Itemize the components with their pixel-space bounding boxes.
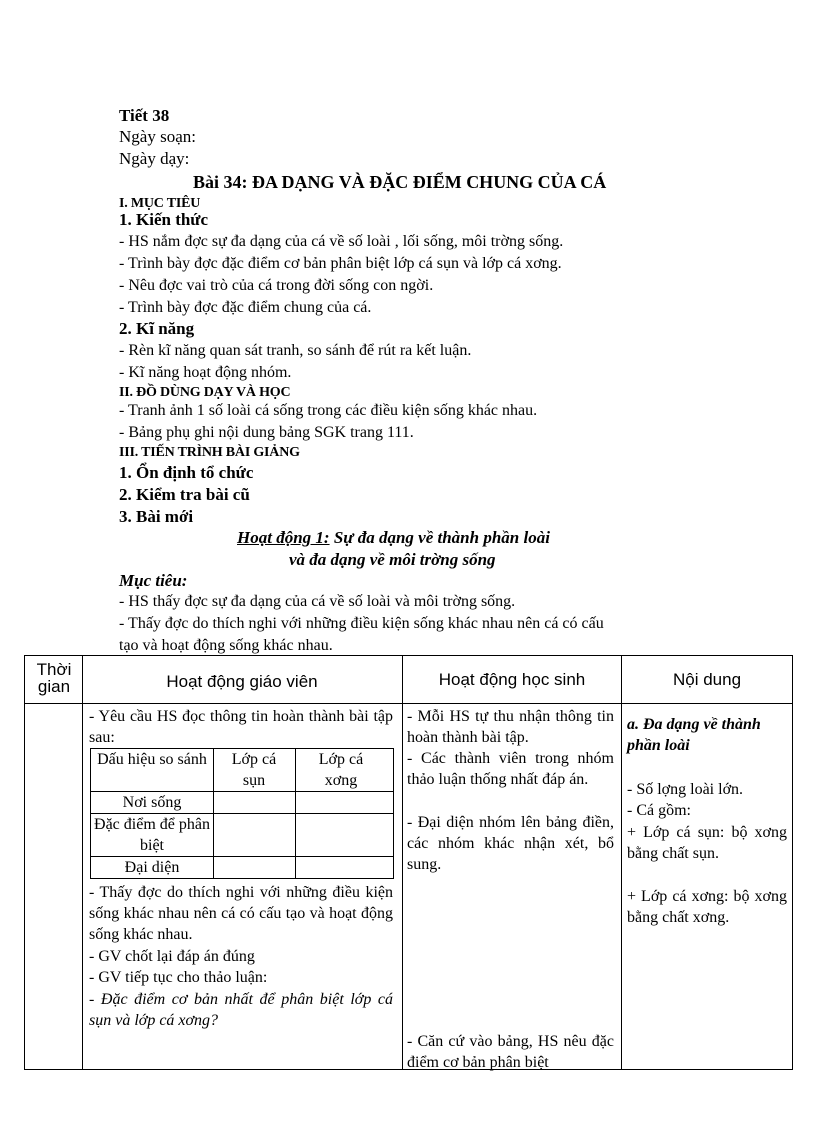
activity-label: Hoạt động 1: bbox=[237, 528, 330, 547]
goal-item: - HS thấy đợc sự đa dạng của cá về số loài và môi trờng sống. bbox=[119, 593, 516, 610]
lesson-title: ĐA DẠNG VÀ ĐẶC ĐIỂM CHUNG CỦA CÁ bbox=[252, 172, 607, 192]
knowledge-item: - Trình bày đợc đặc điểm chung của cá. bbox=[119, 299, 372, 316]
skill-item: - Rèn kĩ năng quan sát tranh, so sánh để rút ra kết luận. bbox=[119, 342, 472, 359]
procedure-step: 3. Bài mới bbox=[119, 507, 194, 526]
skill-item: - Kĩ năng hoạt động nhóm. bbox=[119, 364, 292, 381]
header-teacher: Hoạt động giáo viên bbox=[166, 672, 318, 691]
subtable-header-cartilaginous: Lớp cá sụn bbox=[231, 751, 277, 789]
comparison-table bbox=[90, 748, 394, 879]
header-time bbox=[26, 661, 82, 695]
header-content: Nội dung bbox=[672, 670, 742, 689]
table-divider bbox=[82, 656, 83, 1069]
teach-date: Ngày dạy: bbox=[119, 149, 190, 168]
goal-item: tạo và hoạt động sống khác nhau. bbox=[119, 637, 333, 654]
table-divider bbox=[402, 656, 403, 1069]
content-item: - Số lợng loài lớn. bbox=[627, 781, 744, 798]
header-time-line1: Thời bbox=[36, 660, 72, 679]
table-header-divider bbox=[25, 703, 792, 704]
material-item: - Tranh ảnh 1 số loài cá sống trong các điều kiện sống khác nhau. bbox=[119, 402, 538, 419]
activity-title-line1: Sự đa dạng về thành phần loài bbox=[329, 528, 550, 547]
knowledge-item: - Trình bày đợc đặc điểm cơ bản phân biệt lớp cá sụn và lớp cá xơng. bbox=[119, 255, 562, 272]
prep-date: Ngày soạn: bbox=[119, 127, 196, 146]
table-divider bbox=[621, 656, 622, 1069]
content-item: + Lớp cá xơng: bộ xơng bằng chất xơng. bbox=[627, 888, 787, 926]
student-activity: - Các thành viên trong nhóm thảo luận thống nhất đáp án. bbox=[407, 750, 614, 788]
goal-item: - Thấy đợc do thích nghi với những điều kiện sống khác nhau nên cá có cấu bbox=[119, 615, 604, 632]
procedure-step: 2. Kiểm tra bài cũ bbox=[119, 485, 250, 504]
subtable-row-habitat: Nơi sống bbox=[122, 794, 182, 811]
student-activity: - Đại diện nhóm lên bảng điền, các nhóm khác nhận xét, bổ sung. bbox=[407, 814, 614, 873]
content-item: + Lớp cá sụn: bộ xơng bằng chất sụn. bbox=[627, 824, 787, 862]
teacher-note: - Thấy đợc do thích nghi với những điều kiện sống khác nhau nên cá có cấu tạo và hoạt động sống khác nhau. bbox=[89, 884, 393, 943]
section-objectives-heading: I. MỤC TIÊU bbox=[119, 196, 201, 211]
knowledge-heading: 1. Kiến thức bbox=[119, 210, 209, 229]
knowledge-item: - HS nắm đợc sự đa dạng của cá về số loài , lối sống, môi trờng sống. bbox=[119, 233, 564, 250]
procedure-step: 1. Ổn định tổ chức bbox=[119, 463, 254, 482]
lesson-heading bbox=[193, 172, 606, 193]
material-item: - Bảng phụ ghi nội dung bảng SGK trang 111. bbox=[119, 424, 414, 441]
subtable-header-bony: Lớp cá xơng bbox=[318, 751, 364, 789]
knowledge-item: - Nêu đợc vai trò của cá trong đời sống con ngời. bbox=[119, 277, 434, 294]
activity-title-line2: và đa dạng về môi trờng sống bbox=[289, 550, 496, 569]
teacher-discussion: - GV tiếp tục cho thảo luận: bbox=[89, 969, 268, 986]
goal-heading: Mục tiêu: bbox=[119, 571, 188, 590]
section-procedure-heading: III. TIẾN TRÌNH BÀI GIẢNG bbox=[119, 445, 300, 460]
teacher-instruction: - Yêu cầu HS đọc thông tin hoàn thành bài tập sau: bbox=[89, 708, 393, 746]
section-materials-heading: II. ĐỒ DÙNG DẠY VÀ HỌC bbox=[119, 385, 291, 400]
subtable-row-features: Đặc điểm để phân biệt bbox=[94, 816, 210, 854]
subtable-header-criteria: Dấu hiệu so sánh bbox=[97, 751, 207, 768]
skills-heading: 2. Kĩ năng bbox=[119, 319, 195, 338]
lesson-no: Bài 34: bbox=[193, 172, 248, 192]
lesson-number: Tiết 38 bbox=[119, 106, 170, 125]
activity-title bbox=[237, 528, 550, 548]
subtable-row-examples: Đại diện bbox=[124, 859, 180, 876]
teacher-question: - Đặc điểm cơ bản nhất để phân biệt lớp cá sụn và lớp cá xơng? bbox=[89, 991, 393, 1029]
header-student: Hoạt động học sinh bbox=[438, 670, 586, 689]
teacher-conclusion: - GV chốt lại đáp án đúng bbox=[89, 948, 255, 965]
content-heading: a. Đa dạng về thành phần loài bbox=[627, 716, 761, 754]
student-activity: - Mỗi HS tự thu nhận thông tin hoàn thành bài tập. bbox=[407, 708, 614, 746]
student-activity: - Căn cứ vào bảng, HS nêu đặc điểm cơ bản phân biệt bbox=[407, 1033, 614, 1071]
content-item: - Cá gồm: bbox=[627, 802, 691, 819]
header-time-line2: gian bbox=[37, 677, 71, 696]
